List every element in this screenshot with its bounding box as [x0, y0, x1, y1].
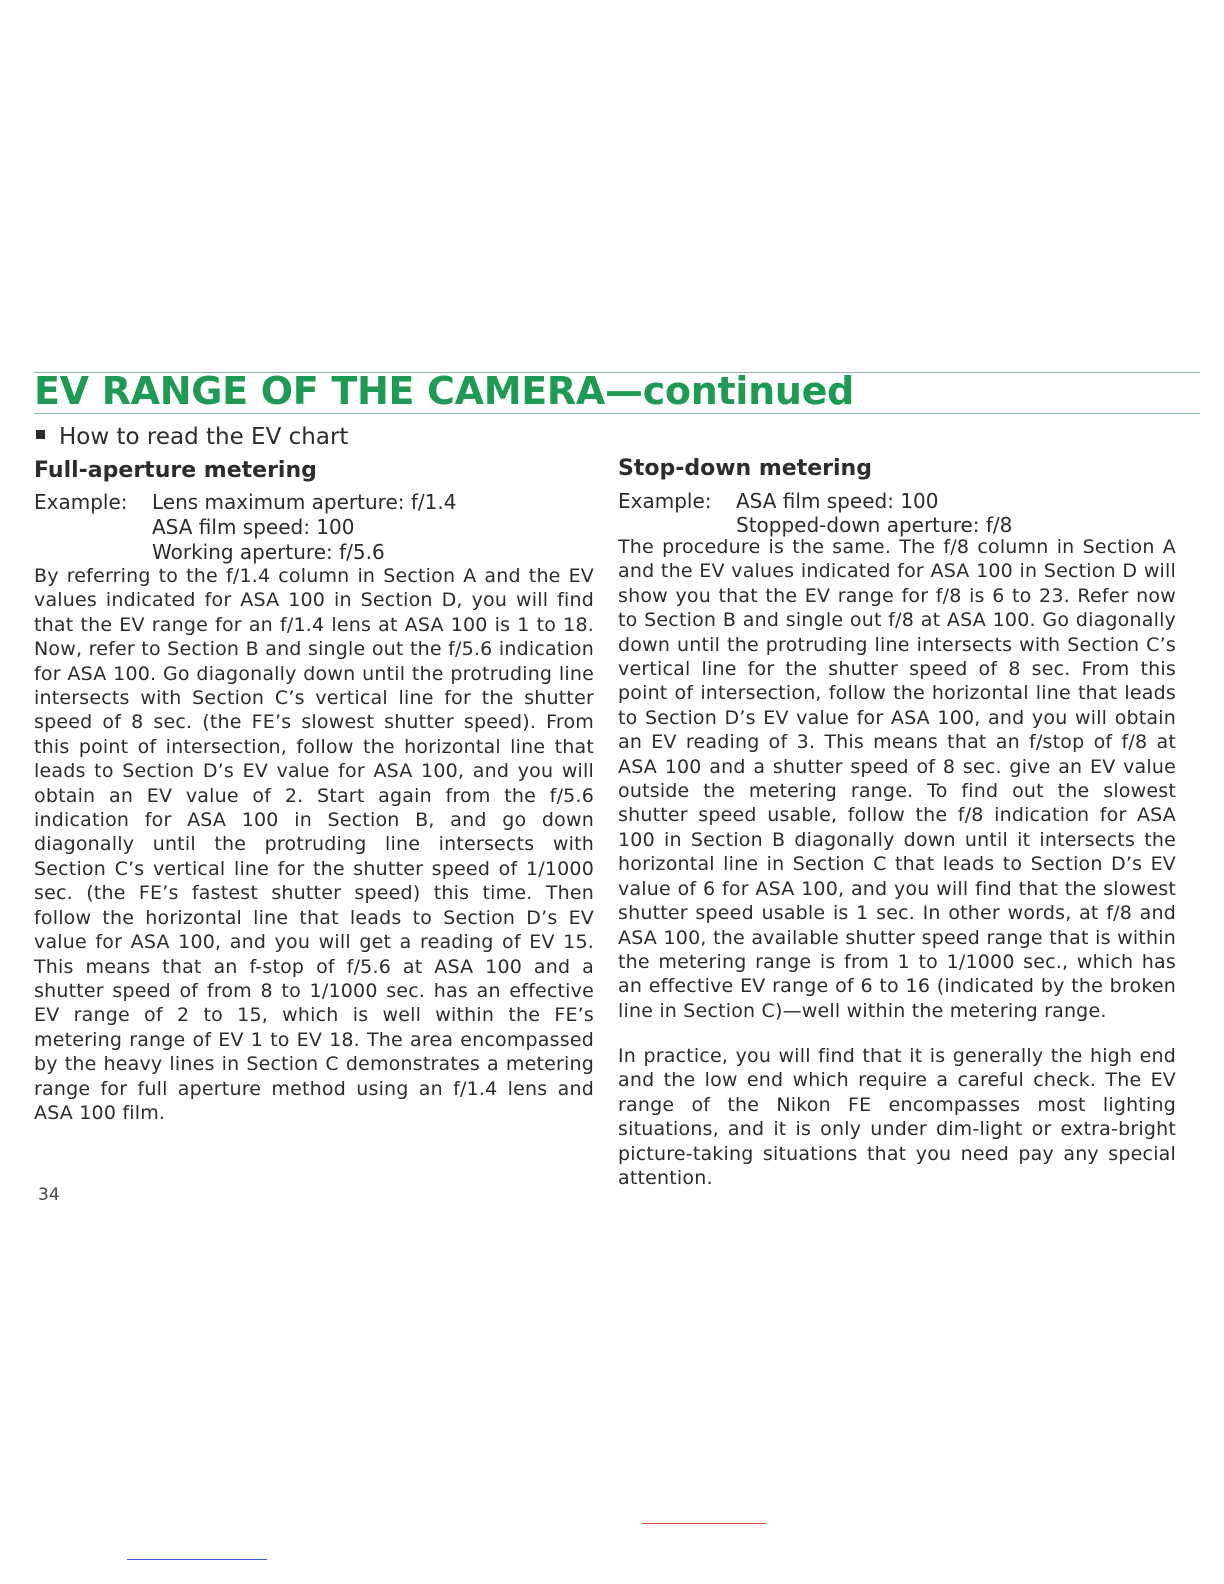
- page-number: 34: [38, 1185, 60, 1205]
- page-title: EV RANGE OF THE CAMERA—continued: [34, 369, 854, 413]
- decorative-red-rule: [642, 1523, 766, 1524]
- example-line: ASA film speed: 100: [152, 515, 355, 539]
- bullet-square-icon: [36, 430, 45, 439]
- stop-down-paragraph-1: The procedure is the same. The f/8 column in Section A and the EV values indicated for ASA 100 in Section D will show you that the EV range for f/8 is 6 to 23. Refer now to Section B and single out f/8 at ASA 100. Go diagonally down until the protruding line intersects with Section C’s vertical line for the shutter speed of 8 sec. From this point of intersection, follow the horizontal line that leads to Section D’s EV value for ASA 100, and you will obtain an EV reading of 3. This means that an f/stop of f/8 at ASA 100 and a shutter speed of 8 sec. give an EV value outside the metering range. To find out the slowest shutter speed usable, follow the f/8 indication for ASA 100 in Section B diagonally down until it intersects the horizontal line in Section C that leads to Section D’s EV value of 6 for ASA 100, and you will find that the slowest shutter speed usable is 1 sec. In other words, at f/8 and ASA 100, the available shutter speed range that is within the metering range is from 1 to 1/1000 sec., which has an effective EV range of 6 to 16 (indicated by the broken line in Section C)—well within the metering range.: [618, 536, 1176, 1022]
- example-line: Working aperture: f/5.6: [152, 540, 385, 564]
- example-line: ASA film speed: 100: [736, 489, 939, 513]
- full-aperture-example: [34, 490, 594, 566]
- section-heading: [36, 424, 348, 450]
- title-bottom-rule: [34, 413, 1200, 414]
- example-label: Example:: [34, 490, 128, 514]
- section-heading-text: How to read the EV chart: [59, 424, 349, 450]
- example-line: Stopped-down aperture: f/8: [736, 513, 1013, 537]
- stop-down-paragraph-2: In practice, you will find that it is generally the high end and the low end which require a careful check. The EV range of the Nikon FE encompasses most lighting situations, and it is only under dim-light or extra-bright picture-taking situations that you need pay any special attention.: [618, 1045, 1176, 1190]
- decorative-blue-rule: [127, 1559, 267, 1560]
- stop-down-example: [618, 489, 1178, 539]
- full-aperture-heading: Full-aperture metering: [34, 458, 317, 483]
- full-aperture-paragraph: By referring to the f/1.4 column in Section A and the EV values indicated for ASA 100 in Section D, you will find that the EV range for an f/1.4 lens at ASA 100 is 1 to 18. Now, refer to Section B and single out the f/5.6 indication for ASA 100. Go diagonally down until the protruding line intersects with Section C’s vertical line for the shutter speed of 8 sec. (the FE’s slowest shutter speed). From this point of intersection, follow the horizontal line that leads to Section D’s EV value for ASA 100, and you will obtain an EV value of 2. Start again from the f/5.6 indication for ASA 100 in Section B, and go down diagonally until the protruding line intersects with Section C’s vertical line for the shutter speed of 1/1000 sec. (the FE’s fastest shutter speed) this time. Then follow the horizontal line that leads to Section D’s EV value for ASA 100, and you will get a reading of EV 15. This means that an f-stop of f/5.6 at ASA 100 and a shutter speed of from 8 to 1/1000 sec. has an effective EV range of 2 to 15, which is well within the FE’s metering range of EV 1 to EV 18. The area encompassed by the heavy lines in Section C demonstrates a metering range for full aperture method using an f/1.4 lens and ASA 100 film.: [34, 565, 594, 1124]
- example-line: Lens maximum aperture: f/1.4: [152, 490, 457, 514]
- example-label: Example:: [618, 489, 712, 513]
- stop-down-heading: Stop-down metering: [618, 456, 872, 481]
